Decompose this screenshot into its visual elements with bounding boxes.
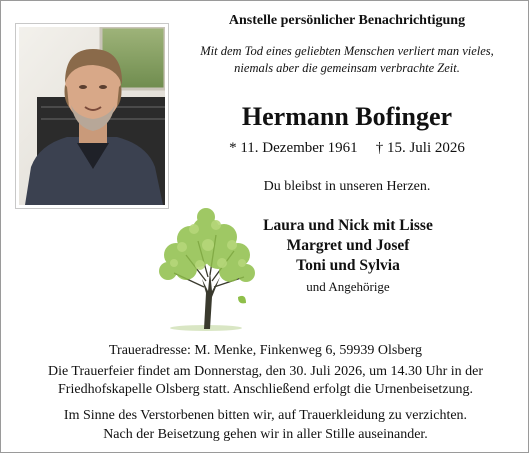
notice-header: Anstelle persönlicher Benachrichtigung: [228, 13, 466, 28]
mourner-entry: Laura und Nick mit Lisse: [263, 217, 433, 234]
mourners-list: [253, 216, 443, 297]
mourners-others: und Angehörige: [306, 279, 390, 294]
quote-line: Mit dem Tod eines geliebten Menschen verliert man vieles,: [200, 44, 494, 58]
condolence-line: Du bleibst in unseren Herzen.: [263, 179, 431, 194]
tree-icon: [146, 201, 256, 340]
quote-line: niemals aber die gemeinsam verbrachte Zeit.: [234, 61, 460, 75]
ceremony-line: Die Trauerfeier findet am Donnerstag, den 30. Juli 2026, um 14.30 Uhr in der: [47, 364, 484, 379]
request-info: [11, 406, 520, 444]
portrait-photo: [15, 23, 169, 209]
portrait-image: [19, 27, 165, 205]
life-dates: [176, 140, 518, 157]
birth-date: * 11. Dezember 1961: [229, 140, 358, 156]
ceremony-line: Friedhofskapelle Olsberg statt. Anschließend erfolgt die Urnenbeisetzung.: [58, 382, 473, 397]
mourner-entry: Margret und Josef: [286, 237, 410, 254]
request-line: Im Sinne des Verstorbenen bitten wir, auf Trauerkleidung zu verzichten.: [63, 408, 468, 423]
deceased-name: Hermann Bofinger: [241, 102, 453, 131]
mourner-entry: Toni und Sylvia: [296, 257, 400, 274]
ceremony-info: [11, 363, 520, 399]
death-date: † 15. Juli 2026: [375, 140, 465, 156]
intro-quote: [176, 43, 518, 77]
mourning-address: Traueradresse: M. Menke, Finkenweg 6, 59939 Olsberg: [108, 343, 422, 358]
request-line: Nach der Beisetzung gehen wir in aller Stille auseinander.: [103, 427, 428, 442]
